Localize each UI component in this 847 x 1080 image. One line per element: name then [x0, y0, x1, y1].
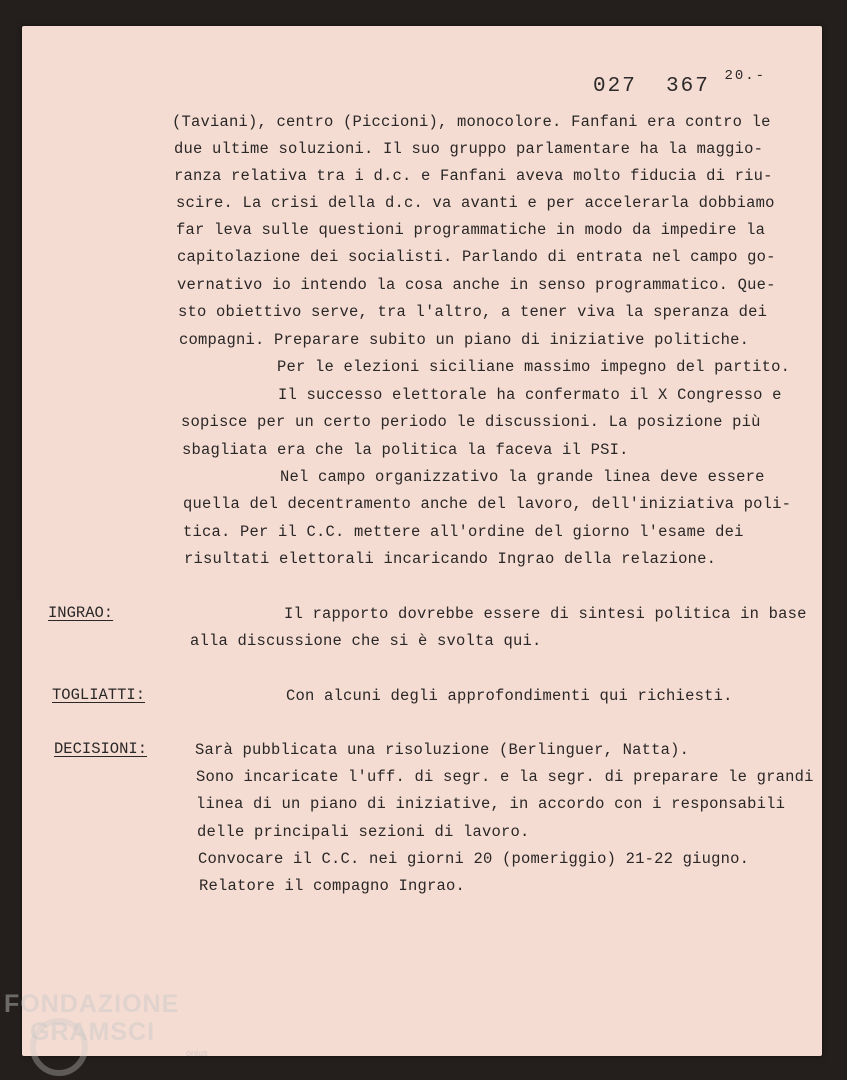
text-line: Sono incaricate l'uff. di segr. e la segr. di preparare le grandi — [196, 768, 814, 786]
page-marker: 20.- — [724, 68, 767, 84]
text-line: due ultime soluzioni. Il suo gruppo parlamentare ha la maggio- — [174, 140, 764, 158]
text-line: risultati elettorali incaricando Ingrao della relazione. — [184, 550, 717, 568]
text-line: Relatore il compagno Ingrao. — [199, 877, 466, 895]
text-line: Per le elezioni siciliane massimo impegno del partito. — [277, 358, 791, 376]
text-line: Con alcuni degli approfondimenti qui richiesti. — [286, 687, 733, 705]
text-line: capitolazione dei socialisti. Parlando di entrata nel campo go- — [177, 248, 776, 266]
logo-line2: GRAMSCI — [30, 1018, 156, 1046]
text-line: sopisce per un certo periodo le discussioni. La posizione più — [181, 413, 761, 431]
text-line: Nel campo organizzativo la grande linea deve essere — [280, 468, 765, 486]
text-line: linea di un piano di iniziative, in accordo con i responsabili — [196, 795, 786, 813]
text-line: scire. La crisi della d.c. va avanti e per accelerarla dobbiamo — [176, 194, 775, 212]
speaker-label-ingrao: INGRAO: — [48, 604, 114, 622]
text-line: vernativo io intendo la cosa anche in senso programmatico. Que- — [177, 276, 776, 294]
text-line: alla discussione che si è svolta qui. — [190, 632, 542, 650]
logo-onlus: onlus — [186, 1048, 208, 1058]
logo-line1: FONDAZIONE — [4, 990, 180, 1018]
document-number: 027 367 $^{20.-}$ — [593, 68, 767, 98]
text-line: sbagliata era che la politica la faceva il PSI. — [182, 441, 629, 459]
text-line: (Taviani), centro (Piccioni), monocolore. Fanfani era contro le — [172, 113, 771, 131]
text-line: sto obiettivo serve, tra l'altro, a tener viva la speranza dei — [178, 303, 768, 321]
speaker-label-decisioni: DECISIONI: — [54, 740, 148, 758]
text-line: far leva sulle questioni programmatiche in modo da impedire la — [176, 221, 766, 239]
text-line: quella del decentramento anche del lavoro, dell'iniziativa poli- — [183, 495, 792, 513]
watermark-logo — [4, 990, 179, 1046]
text-line: tica. Per il C.C. mettere all'ordine del giorno l'esame dei — [183, 523, 744, 541]
text-line: Il successo elettorale ha confermato il X Congresso e — [278, 386, 782, 404]
text-line: Convocare il C.C. nei giorni 20 (pomeriggio) 21-22 giugno. — [198, 850, 750, 868]
text-line: delle principali sezioni di lavoro. — [197, 823, 530, 841]
speaker-label-togliatti: TOGLIATTI: — [52, 686, 146, 704]
text-line: Sarà pubblicata una risoluzione (Berlinguer, Natta). — [195, 741, 690, 759]
text-line: compagni. Preparare subito un piano di iniziative politiche. — [179, 331, 750, 349]
text-line: ranza relativa tra i d.c. e Fanfani aveva molto fiducia di riu- — [174, 167, 773, 185]
text-line: Il rapporto dovrebbe essere di sintesi politica in base — [284, 605, 807, 623]
